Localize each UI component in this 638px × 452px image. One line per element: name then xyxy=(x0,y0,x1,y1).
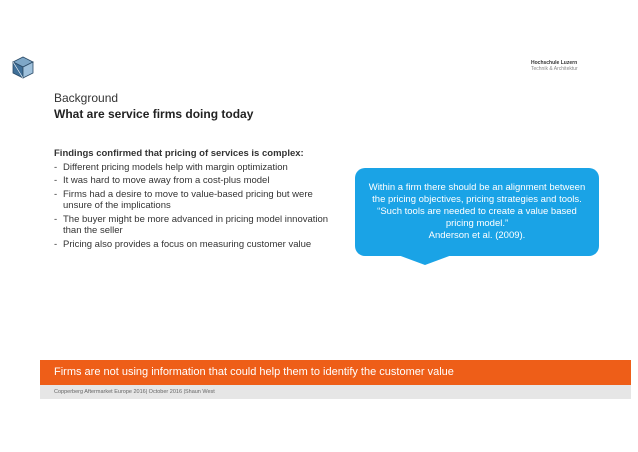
callout-tail xyxy=(398,255,452,265)
findings-item: - The buyer might be more advanced in pricing model innovation than the seller xyxy=(54,214,334,237)
university-logo-icon xyxy=(10,54,36,80)
findings-item: - Different pricing models help with margin optimization xyxy=(54,162,334,174)
brand-name: Hochschule Luzern xyxy=(531,60,578,66)
findings-heading: Findings confirmed that pricing of services is complex: xyxy=(54,148,304,159)
findings-item: - Pricing also provides a focus on measuring customer value xyxy=(54,239,334,251)
quote-callout xyxy=(355,168,599,256)
findings-item: - Firms had a desire to move to value-based pricing but were unsure of the implications xyxy=(54,189,334,212)
findings-block xyxy=(54,148,334,252)
section-label: Background xyxy=(54,91,119,105)
footer-text: Copperberg Aftermarket Europe 2016| October 2016 |Shaun West xyxy=(40,385,631,399)
findings-list xyxy=(54,162,334,251)
brand-block xyxy=(531,60,578,72)
brand-subtitle: Technik & Architektur xyxy=(531,66,578,72)
callout-citation: Anderson et al. (2009). xyxy=(428,230,526,241)
slide-title: What are service firms doing today xyxy=(54,107,254,121)
conclusion-banner: Firms are not using information that could help them to identify the customer value xyxy=(40,360,631,385)
callout-text: Within a firm there should be an alignment between the pricing objectives, pricing strategies and tools. “Such tools are needed to create a value based pricing model.” xyxy=(368,182,586,229)
findings-item: - It was hard to move away from a cost-plus model xyxy=(54,175,334,187)
